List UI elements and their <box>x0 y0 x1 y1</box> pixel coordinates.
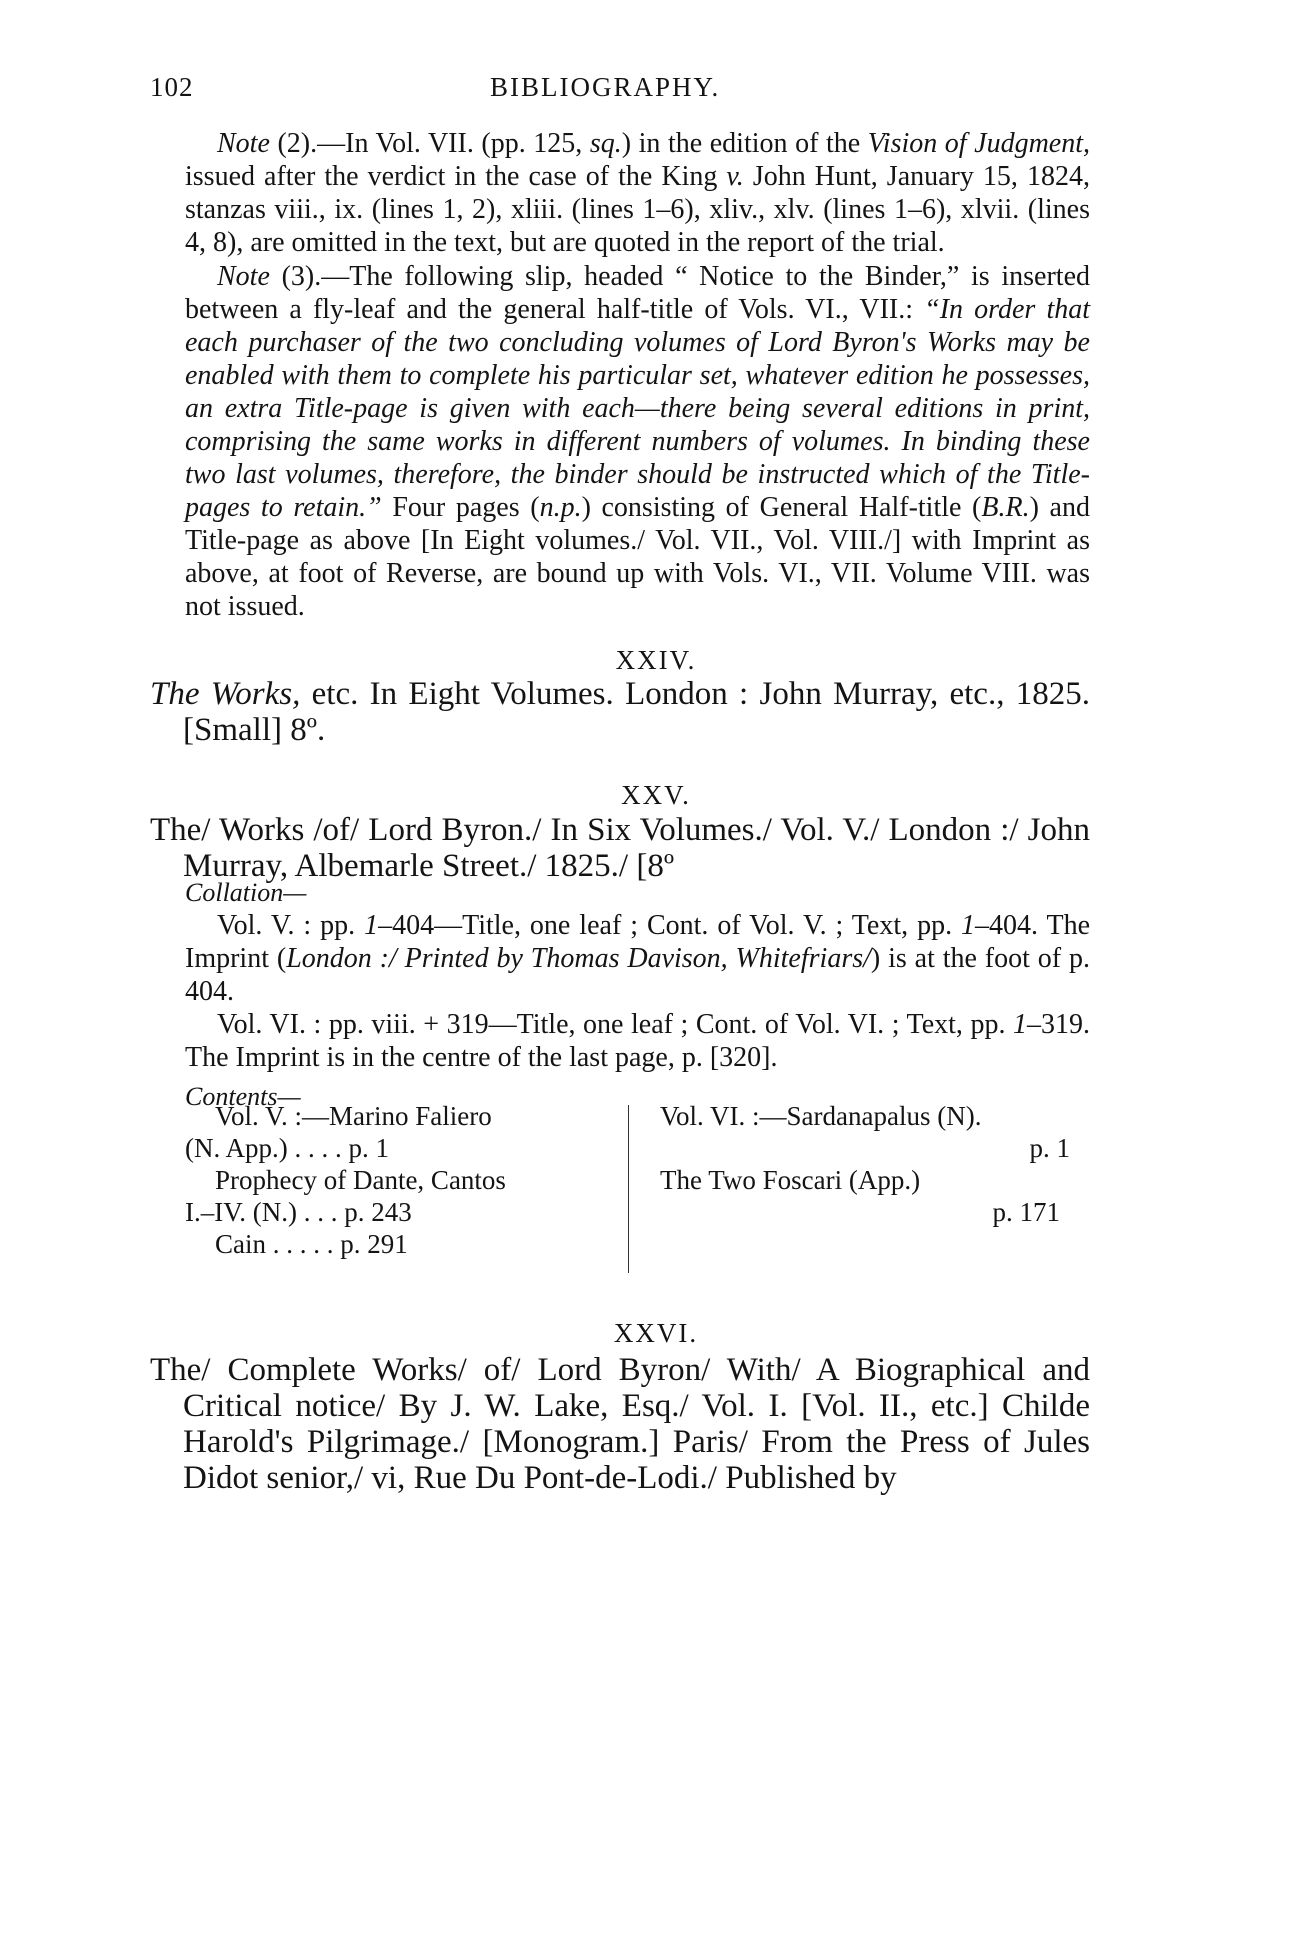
contents-row <box>185 1100 615 1132</box>
note-3 <box>185 260 1090 623</box>
text-run: Cain . . . . . p. 291 <box>215 1229 408 1259</box>
text-run: sq. <box>589 128 622 159</box>
page-header <box>150 72 1090 112</box>
entry-numeral-xxv: XXV. <box>621 780 691 810</box>
text-run: n.p. <box>539 492 582 523</box>
text-run: v. <box>726 161 744 192</box>
text-run: I.–IV. (N.) . . . p. 243 <box>185 1197 412 1227</box>
page-number: 102 <box>150 72 194 102</box>
collation <box>185 876 1090 1113</box>
contents-left-column <box>185 1100 615 1260</box>
entry-xxvi-title: The/ Complete Works/ of/ Lord Byron/ With/ A Biographical and Critical notice/ By J. W. Lake, Esq./ Vol. I. [Vol. II., etc.] Childe Harold's Pilgrimage./ [Monogram.] Paris/ From the Press of Jules Didot senior,/ vi, Rue Du Pont-de-Lodi./ Published by <box>150 1352 1090 1496</box>
note-2-paragraph <box>185 127 1090 259</box>
contents-label: Contents— <box>185 1082 301 1111</box>
note-3-paragraph <box>185 260 1090 623</box>
text-run: The Works, <box>150 676 301 712</box>
contents-row <box>185 1132 615 1164</box>
contents-right-column <box>660 1100 1090 1228</box>
text-run: Vol. V. : pp. <box>217 910 365 941</box>
entry-xxv <box>150 812 1090 884</box>
contents-row <box>660 1132 1090 1164</box>
entry-numeral-xxvi: XXVI. <box>613 1318 699 1348</box>
text-run: (N. App.) . . . . p. 1 <box>185 1133 389 1163</box>
imprint-text: London :/ Printed by Thomas Davison, Whitefriars/ <box>286 943 871 974</box>
contents-row <box>660 1196 1090 1228</box>
text-run: (2).—In Vol. VII. (pp. 125, <box>277 128 590 159</box>
text-run: The Two Foscari (App.) <box>660 1165 921 1195</box>
text-run: 1 <box>961 910 976 941</box>
contents-row <box>185 1164 615 1196</box>
running-title: BIBLIOGRAPHY. <box>490 72 721 102</box>
text-run: p. 1 <box>1029 1133 1070 1163</box>
note-label: Note <box>217 128 270 159</box>
text-run: –319. The Imprint is in the centre of the last page, p. [320]. <box>185 1009 1090 1073</box>
text-run: ) and Title-page as above [In Eight volumes./ Vol. VII., Vol. VIII./] with Imprint as above, at foot of Reverse, are bound up with Vols. VI., VII. Volume VIII. was not issued. <box>185 492 1090 622</box>
contents-row <box>660 1100 1090 1132</box>
text-run: Vol. VI. : pp. viii. + 319—Title, one leaf ; Cont. of Vol. VI. ; Text, pp. <box>217 1009 1013 1040</box>
binder-notice-quote: “In order that each purchaser of the two concluding volumes of Lord Byron's Works may be enabled with them to complete his particular set, whatever edition he possesses, an extra Title-page is given with each—there being several editions in print, comprising the same works in different numbers of volumes. In binding these two last volumes, therefore, the binder should be instructed which of the Title-pages to retain.” <box>185 294 1090 523</box>
text-run: Four pages ( <box>381 492 540 523</box>
text-run: (3).—The following slip, headed “ Notice to the Binder,” is inserted between a fly-leaf and the general half-title of Vols. VI., VII.: <box>185 261 1090 325</box>
note-2 <box>185 127 1090 259</box>
text-run: p. 171 <box>992 1197 1060 1227</box>
column-divider <box>628 1105 629 1273</box>
text-run: ) is at the foot of p. 404. <box>185 943 1090 1007</box>
entry-numeral-xxiv: XXIV. <box>615 645 697 675</box>
entry-xxv-title: The/ Works /of/ Lord Byron./ In Six Volumes./ Vol. V./ London :/ John Murray, Albemarle Street./ 1825./ [8º <box>150 812 1090 884</box>
collation-label: Collation— <box>185 878 307 907</box>
text-run: 1 <box>364 910 379 941</box>
text-run: 1 <box>1013 1009 1027 1040</box>
text-run: ) in the edition of the <box>621 128 868 159</box>
entry-xxiv <box>150 676 1090 748</box>
text-run: John Hunt, January 15, 1824, stanzas viii., ix. (lines 1, 2), xliii. (lines 1–6), xliv., xlv. (lines 1–6), xlvii. (lines 4, 8), are omitted in the text, but are quoted in the report of the trial. <box>185 161 1090 258</box>
text-run: Vol. VI. :—Sardanapalus (N). <box>660 1101 982 1131</box>
text-run: B.R. <box>981 492 1030 523</box>
contents-row <box>185 1228 615 1260</box>
text-run: ) consisting of General Half-title ( <box>581 492 982 523</box>
text-run: Vision of Judgment, <box>867 128 1091 159</box>
note-label: Note <box>217 261 270 292</box>
entry-xxvi <box>150 1352 1090 1496</box>
contents-row <box>660 1164 1090 1196</box>
text-run: Prophecy of Dante, Cantos <box>215 1165 506 1195</box>
text-run: Vol. V. :—Marino Faliero <box>215 1101 492 1131</box>
text-run: issued after the verdict in the case of the King <box>185 161 727 192</box>
collation-vol-6 <box>185 1008 1090 1074</box>
entry-xxiv-title <box>150 676 1090 748</box>
contents-row <box>185 1196 615 1228</box>
text-run: etc. In Eight Volumes. London : John Murray, etc., 1825. [Small] 8º. <box>183 676 1090 748</box>
collation-vol-5 <box>185 909 1090 1008</box>
text-run: –404. The Imprint ( <box>185 910 1091 974</box>
text-run: –404—Title, one leaf ; Cont. of Vol. V. ; Text, pp. <box>378 910 962 941</box>
